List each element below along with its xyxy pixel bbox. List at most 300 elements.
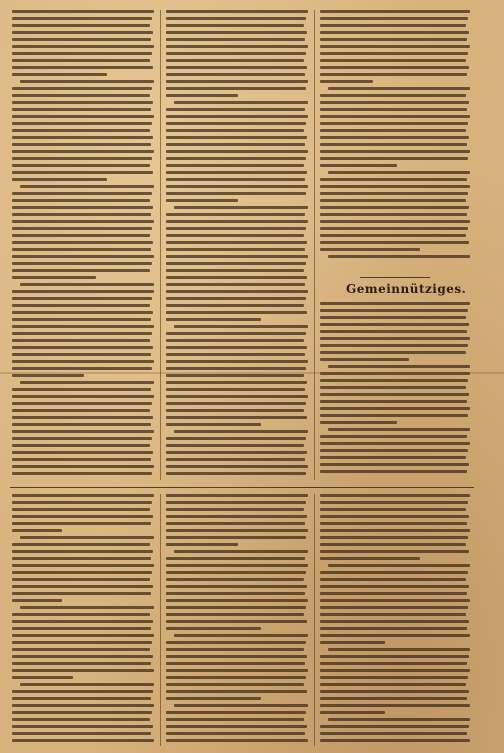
text-line xyxy=(320,725,469,728)
text-line xyxy=(320,213,467,216)
text-line xyxy=(320,115,470,118)
text-line xyxy=(12,515,153,518)
text-line xyxy=(320,185,470,188)
text-line xyxy=(12,732,151,735)
text-line xyxy=(166,423,261,426)
text-line xyxy=(166,711,306,714)
text-line xyxy=(174,101,308,104)
article-column-lower-middle xyxy=(166,494,308,746)
text-line xyxy=(166,171,307,174)
text-line xyxy=(328,365,470,368)
text-line xyxy=(166,627,261,630)
text-line xyxy=(320,613,466,616)
text-line xyxy=(328,648,470,651)
text-line xyxy=(12,648,150,651)
text-line xyxy=(320,435,467,438)
text-line xyxy=(320,393,469,396)
text-line xyxy=(320,351,466,354)
text-line xyxy=(20,381,154,384)
text-line xyxy=(320,463,469,466)
text-line xyxy=(320,739,470,742)
text-line xyxy=(320,386,466,389)
text-line xyxy=(166,143,305,146)
text-line xyxy=(166,522,305,525)
text-line xyxy=(320,620,469,623)
text-line xyxy=(320,732,467,735)
text-line xyxy=(12,437,152,440)
text-line xyxy=(166,234,304,237)
text-line xyxy=(320,150,470,153)
text-line xyxy=(12,38,151,41)
text-line xyxy=(12,529,62,532)
text-line xyxy=(166,571,306,574)
text-line xyxy=(12,697,151,700)
text-line xyxy=(12,213,151,216)
text-line xyxy=(320,66,469,69)
text-line xyxy=(12,451,153,454)
text-line xyxy=(320,73,467,76)
text-line xyxy=(320,407,470,410)
article-column-lower-left xyxy=(12,494,154,746)
text-line xyxy=(166,115,308,118)
text-line xyxy=(12,676,73,679)
text-line xyxy=(320,31,469,34)
text-line xyxy=(166,157,306,160)
text-line xyxy=(166,332,306,335)
text-line xyxy=(320,550,469,553)
article-column-right-top xyxy=(320,10,470,268)
text-line xyxy=(174,704,308,707)
text-line xyxy=(166,45,308,48)
text-line xyxy=(320,241,469,244)
text-line xyxy=(12,325,154,328)
text-line xyxy=(12,276,96,279)
text-line xyxy=(12,494,154,497)
text-line xyxy=(166,465,308,468)
text-line xyxy=(12,206,153,209)
text-line xyxy=(174,325,308,328)
text-line xyxy=(166,31,307,34)
text-line xyxy=(328,428,470,431)
text-line xyxy=(166,606,306,609)
text-line xyxy=(320,136,469,139)
text-line xyxy=(12,641,152,644)
text-line xyxy=(12,59,150,62)
text-line xyxy=(166,676,306,679)
text-line xyxy=(20,283,154,286)
text-line xyxy=(320,302,470,305)
text-line xyxy=(328,171,470,174)
text-line xyxy=(166,346,307,349)
text-line xyxy=(12,157,152,160)
text-line xyxy=(320,585,469,588)
text-line xyxy=(174,550,308,553)
text-line xyxy=(12,690,153,693)
text-line xyxy=(12,704,154,707)
column-separator xyxy=(314,494,315,746)
text-line xyxy=(166,536,306,539)
text-line xyxy=(166,718,304,721)
text-line xyxy=(12,10,154,13)
text-line xyxy=(12,508,150,511)
text-line xyxy=(12,655,153,658)
text-line xyxy=(320,655,469,658)
paper-fold xyxy=(0,372,504,374)
text-line xyxy=(320,449,468,452)
section-divider xyxy=(360,277,430,278)
article-column-right-bottom xyxy=(320,302,470,482)
text-line xyxy=(12,101,153,104)
text-line xyxy=(166,339,304,342)
text-line xyxy=(12,458,151,461)
text-line xyxy=(12,164,150,167)
text-line xyxy=(320,52,468,55)
text-line xyxy=(166,725,307,728)
text-line xyxy=(320,557,420,560)
text-line xyxy=(12,550,153,553)
text-line xyxy=(166,311,307,314)
column-separator xyxy=(160,494,161,746)
text-line xyxy=(166,269,304,272)
text-line xyxy=(12,24,150,27)
text-line xyxy=(166,388,305,391)
text-line xyxy=(166,185,308,188)
text-line xyxy=(166,494,308,497)
text-line xyxy=(320,578,466,581)
text-line xyxy=(320,676,468,679)
text-line xyxy=(12,725,153,728)
text-line xyxy=(320,456,466,459)
text-line xyxy=(12,248,151,251)
text-line xyxy=(166,220,308,223)
text-line xyxy=(12,444,150,447)
text-line xyxy=(166,38,305,41)
text-line xyxy=(166,444,304,447)
text-line xyxy=(166,529,308,532)
text-line xyxy=(12,522,151,525)
text-line xyxy=(12,318,151,321)
text-line xyxy=(166,150,308,153)
text-line xyxy=(320,494,470,497)
article-column-lower-right xyxy=(320,494,470,746)
text-line xyxy=(166,290,308,293)
text-line xyxy=(174,430,308,433)
text-line xyxy=(166,395,308,398)
text-line xyxy=(166,17,306,20)
text-line xyxy=(12,620,153,623)
article-column-left xyxy=(12,10,154,480)
text-line xyxy=(320,592,467,595)
text-line xyxy=(166,669,308,672)
text-line xyxy=(320,508,466,511)
text-line xyxy=(320,24,466,27)
text-line xyxy=(12,171,153,174)
text-line xyxy=(320,323,469,326)
text-line xyxy=(12,52,152,55)
text-line xyxy=(166,451,307,454)
text-line xyxy=(320,529,470,532)
text-line xyxy=(320,536,468,539)
text-line xyxy=(12,627,151,630)
text-line xyxy=(12,374,84,377)
text-line xyxy=(320,80,373,83)
text-line xyxy=(328,718,470,721)
text-line xyxy=(328,255,470,258)
text-line xyxy=(166,80,308,83)
text-line xyxy=(12,129,150,132)
text-line xyxy=(320,178,467,181)
text-line xyxy=(166,318,261,321)
text-line xyxy=(166,10,308,13)
text-line xyxy=(320,606,468,609)
text-line xyxy=(166,402,306,405)
text-line xyxy=(320,45,470,48)
text-line xyxy=(12,150,154,153)
text-line xyxy=(12,66,153,69)
text-line xyxy=(320,122,468,125)
text-line xyxy=(166,613,304,616)
text-line xyxy=(166,213,305,216)
text-line xyxy=(12,367,152,370)
text-line xyxy=(12,662,151,665)
column-separator xyxy=(314,10,315,480)
text-line xyxy=(166,262,306,265)
text-line xyxy=(166,416,307,419)
text-line xyxy=(12,241,153,244)
text-line xyxy=(166,297,306,300)
text-line xyxy=(12,564,154,567)
text-line xyxy=(12,711,152,714)
text-line xyxy=(320,421,397,424)
text-line xyxy=(20,185,154,188)
text-line xyxy=(320,379,468,382)
text-line xyxy=(166,690,307,693)
text-line xyxy=(12,571,152,574)
text-line xyxy=(166,304,304,307)
text-line xyxy=(12,346,153,349)
text-line xyxy=(166,472,306,475)
text-line xyxy=(12,669,154,672)
section-heading: Gemeinnütziges. xyxy=(346,282,467,296)
text-line xyxy=(166,620,307,623)
text-line xyxy=(166,683,304,686)
text-line xyxy=(320,641,385,644)
text-line xyxy=(12,17,152,20)
text-line xyxy=(20,683,154,686)
text-line xyxy=(12,178,107,181)
text-line xyxy=(12,423,151,426)
text-line xyxy=(12,409,150,412)
text-line xyxy=(12,143,151,146)
text-line xyxy=(320,662,467,665)
text-line xyxy=(320,690,469,693)
text-line xyxy=(12,395,154,398)
text-line xyxy=(320,522,467,525)
text-line xyxy=(320,669,470,672)
text-line xyxy=(320,108,467,111)
text-line xyxy=(12,557,151,560)
text-line xyxy=(166,178,305,181)
text-line xyxy=(320,711,385,714)
text-line xyxy=(320,59,466,62)
text-line xyxy=(166,437,306,440)
text-line xyxy=(320,704,470,707)
text-line xyxy=(166,501,306,504)
section-rule xyxy=(10,487,474,488)
text-line xyxy=(320,358,409,361)
text-line xyxy=(320,129,466,132)
text-line xyxy=(320,627,467,630)
text-line xyxy=(166,360,308,363)
text-line xyxy=(12,739,154,742)
article-column-middle xyxy=(166,10,308,480)
text-line xyxy=(166,129,304,132)
text-line xyxy=(320,599,470,602)
text-line xyxy=(166,508,304,511)
text-line xyxy=(320,634,470,637)
text-line xyxy=(12,592,151,595)
text-line xyxy=(166,87,306,90)
text-line xyxy=(320,515,469,518)
text-line xyxy=(12,255,154,258)
text-line xyxy=(166,255,308,258)
text-line xyxy=(320,94,466,97)
text-line xyxy=(12,234,150,237)
text-line xyxy=(166,164,304,167)
text-line xyxy=(166,543,238,546)
text-line xyxy=(12,87,152,90)
text-line xyxy=(166,564,308,567)
text-line xyxy=(174,206,308,209)
text-line xyxy=(12,227,152,230)
text-line xyxy=(166,409,304,412)
text-line xyxy=(166,52,306,55)
text-line xyxy=(12,269,150,272)
text-line xyxy=(166,59,304,62)
text-line xyxy=(320,10,470,13)
text-line xyxy=(166,732,305,735)
text-line xyxy=(12,136,153,139)
text-line xyxy=(12,297,152,300)
text-line xyxy=(20,80,154,83)
text-line xyxy=(12,31,153,34)
text-line xyxy=(166,136,307,139)
text-line xyxy=(12,290,154,293)
text-line xyxy=(12,73,107,76)
text-line xyxy=(328,564,470,567)
text-line xyxy=(320,543,466,546)
text-line xyxy=(320,442,470,445)
text-line xyxy=(166,739,308,742)
text-line xyxy=(166,66,307,69)
text-line xyxy=(12,402,152,405)
text-line xyxy=(166,648,304,651)
text-line xyxy=(320,38,467,41)
text-line xyxy=(166,374,304,377)
column-separator xyxy=(160,10,161,480)
text-line xyxy=(12,501,152,504)
text-line xyxy=(166,122,306,125)
text-line xyxy=(320,344,468,347)
text-line xyxy=(20,536,154,539)
text-line xyxy=(320,697,467,700)
text-line xyxy=(12,360,154,363)
text-line xyxy=(166,227,306,230)
text-line xyxy=(320,337,470,340)
text-line xyxy=(166,641,306,644)
text-line xyxy=(320,227,468,230)
text-line xyxy=(166,199,238,202)
text-line xyxy=(320,157,468,160)
text-line xyxy=(12,192,152,195)
text-line xyxy=(166,73,305,76)
text-line xyxy=(166,585,307,588)
text-line xyxy=(12,94,150,97)
text-line xyxy=(166,578,304,581)
text-line xyxy=(12,718,150,721)
text-line xyxy=(166,108,305,111)
text-line xyxy=(166,276,307,279)
text-line xyxy=(320,330,467,333)
text-line xyxy=(320,143,467,146)
text-line xyxy=(12,45,154,48)
text-line xyxy=(166,458,305,461)
text-line xyxy=(174,634,308,637)
text-line xyxy=(12,585,153,588)
text-line xyxy=(166,381,307,384)
text-line xyxy=(12,353,151,356)
text-line xyxy=(320,400,467,403)
text-line xyxy=(166,697,261,700)
text-line xyxy=(320,17,468,20)
text-line xyxy=(166,655,307,658)
text-line xyxy=(320,164,397,167)
text-line xyxy=(12,543,150,546)
text-line xyxy=(320,192,468,195)
text-line xyxy=(166,241,307,244)
text-line xyxy=(166,283,305,286)
text-line xyxy=(12,332,152,335)
text-line xyxy=(166,248,305,251)
text-line xyxy=(12,220,154,223)
text-line xyxy=(12,339,150,342)
text-line xyxy=(320,206,469,209)
text-line xyxy=(320,470,467,473)
text-line xyxy=(320,414,468,417)
text-line xyxy=(12,613,150,616)
text-line xyxy=(166,662,305,665)
text-line xyxy=(320,101,469,104)
text-line xyxy=(166,367,306,370)
text-line xyxy=(12,634,154,637)
text-line xyxy=(320,248,420,251)
text-line xyxy=(12,304,150,307)
text-line xyxy=(320,199,466,202)
text-line xyxy=(20,606,154,609)
text-line xyxy=(12,599,62,602)
text-line xyxy=(12,465,154,468)
text-line xyxy=(166,515,307,518)
text-line xyxy=(166,192,306,195)
text-line xyxy=(328,87,470,90)
text-line xyxy=(320,316,466,319)
text-line xyxy=(12,578,150,581)
text-line xyxy=(320,309,468,312)
text-line xyxy=(12,262,152,265)
text-line xyxy=(12,430,154,433)
text-line xyxy=(320,571,468,574)
text-line xyxy=(12,388,151,391)
